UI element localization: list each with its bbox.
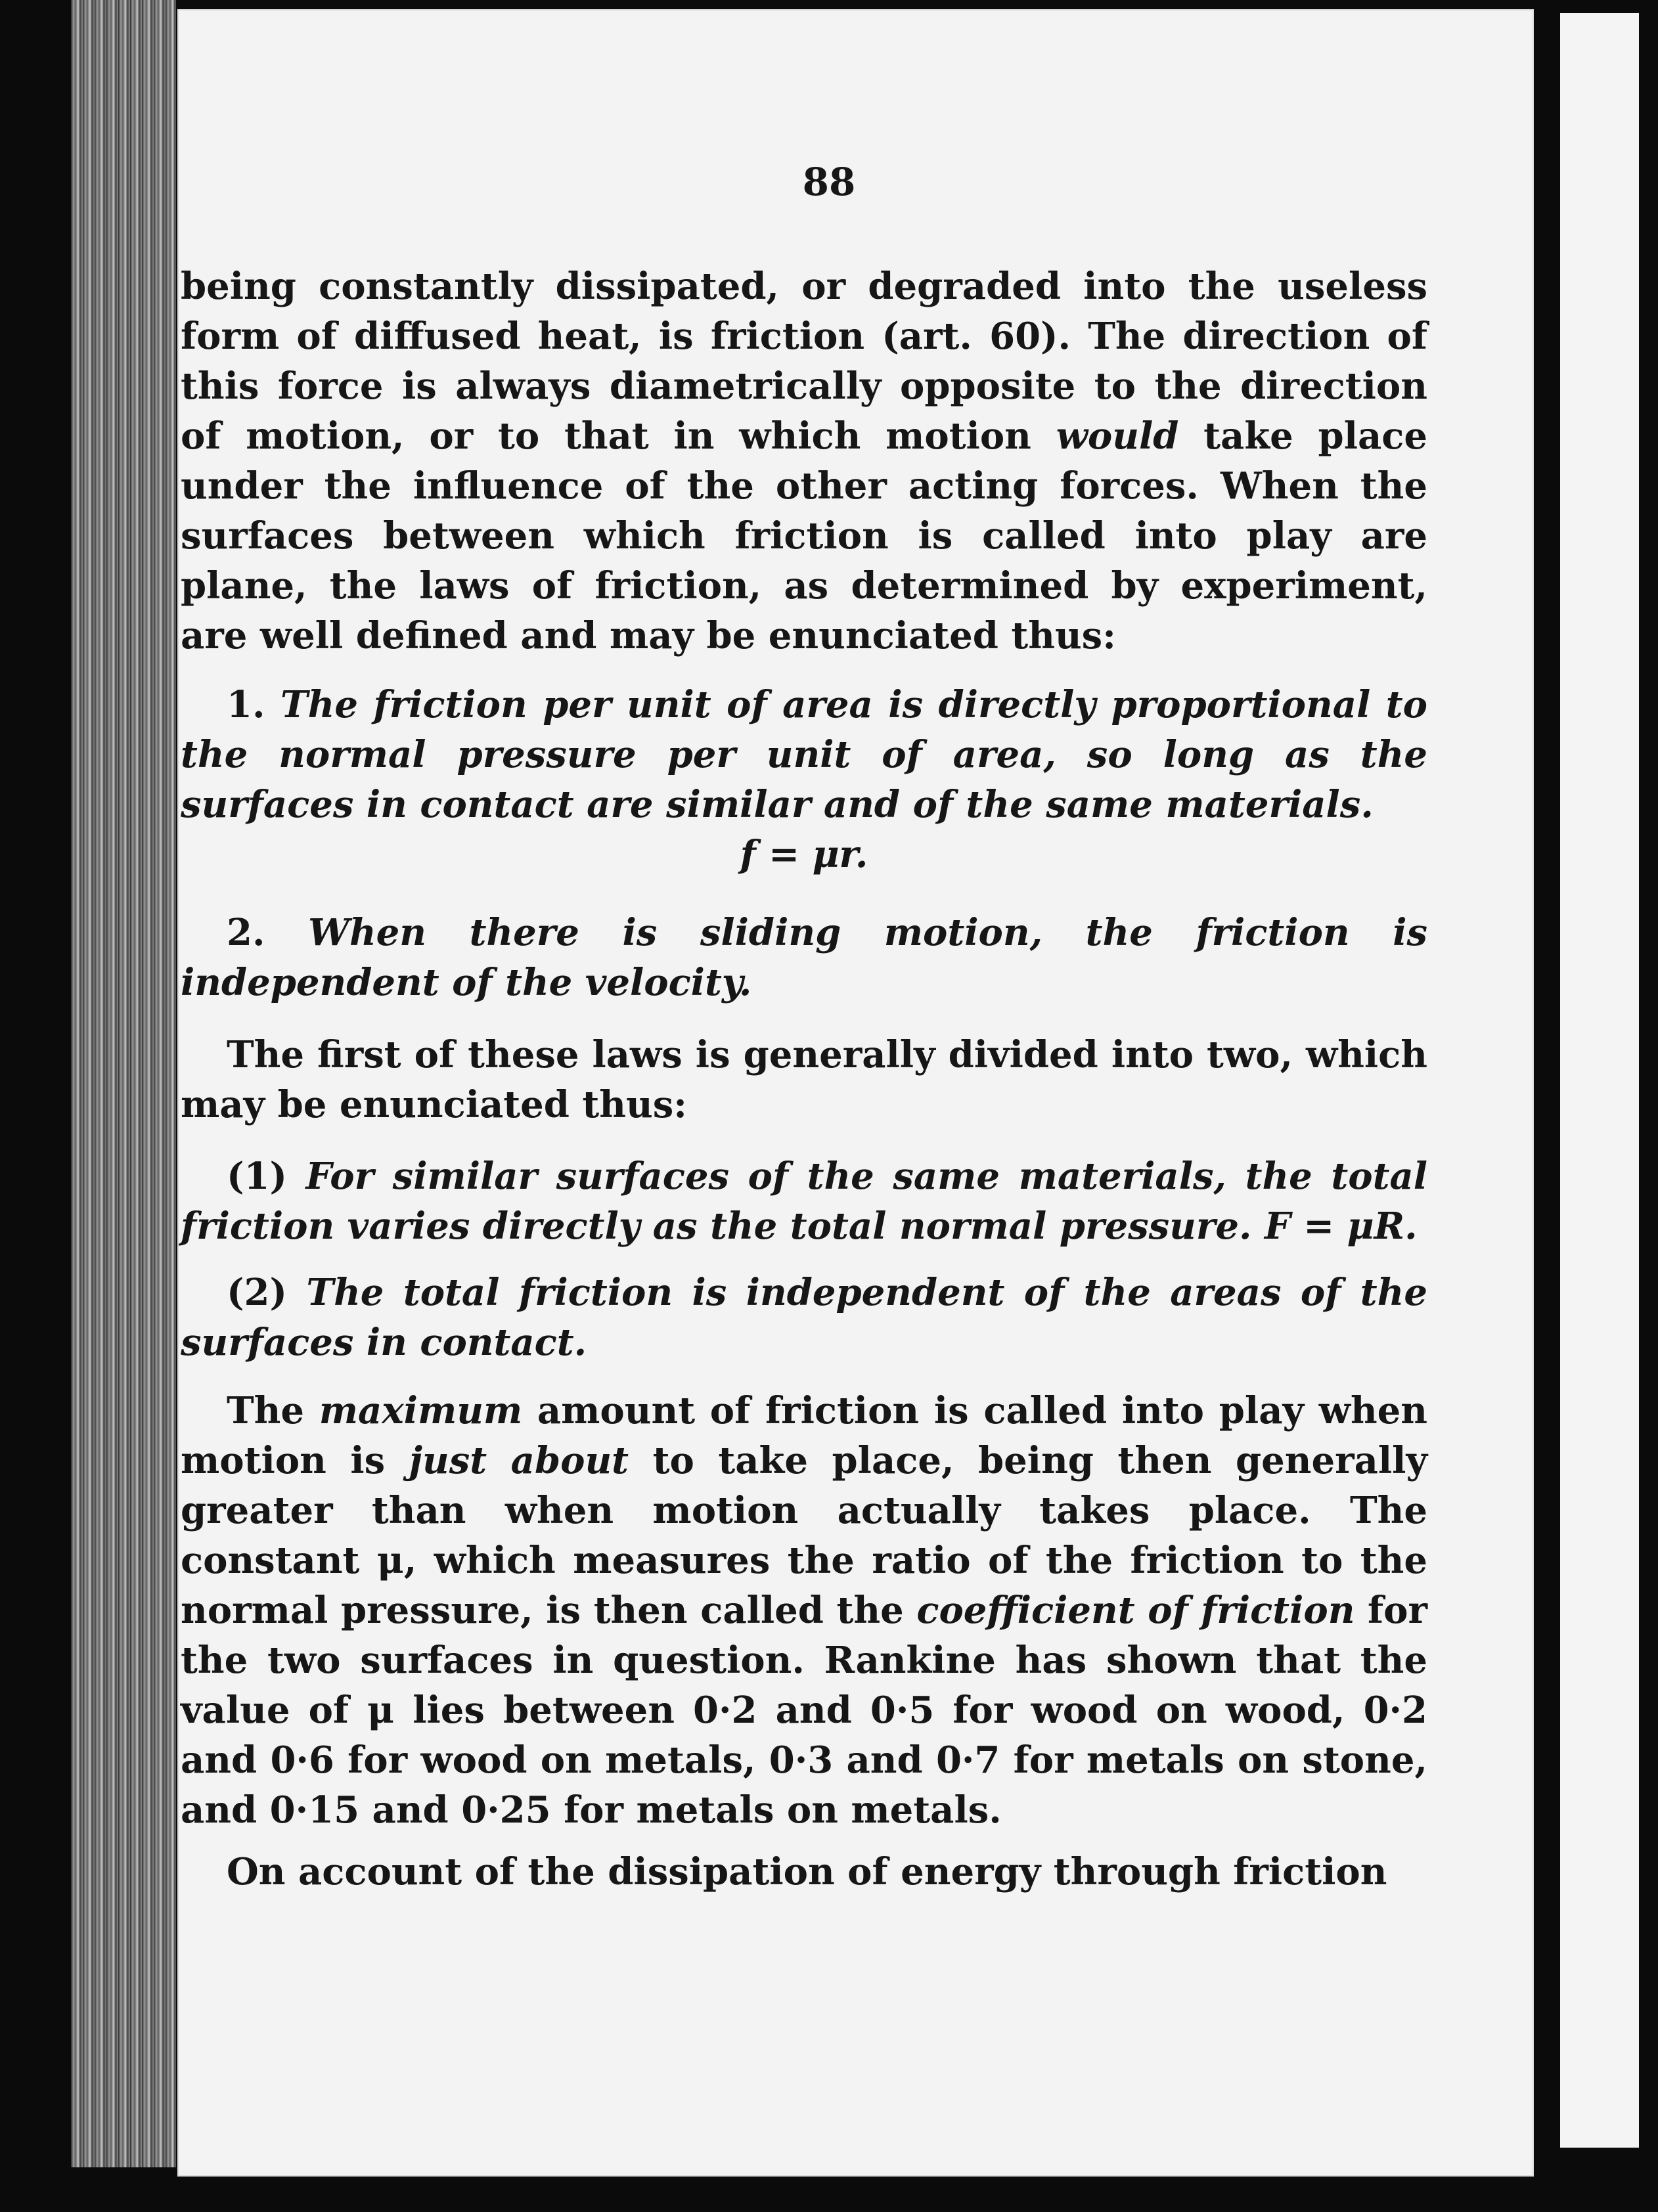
p3-emphasis-just-about: just about bbox=[409, 1439, 629, 1482]
paragraph-friction-intro bbox=[181, 261, 1427, 661]
p3-text-d: for the two surfaces in question. Rankine has shown that the value of μ lies between 0·2 and 0·5 for wood on wood, 0·2 and 0·6 for wood on metals, 0·3 and 0·7 for metals on stone, and 0·15 and 0·25 for metals on metals. bbox=[181, 1589, 1427, 1832]
page-edges bbox=[71, 0, 176, 2167]
law-2-text: When there is sliding motion, the friction is independent of the velocity. bbox=[181, 911, 1427, 1004]
law-1-formula: f = μr. bbox=[740, 833, 868, 876]
p4-text: On account of the dissipation of energy through friction bbox=[227, 1850, 1387, 1893]
law-2-number: 2. bbox=[227, 911, 265, 954]
law-1-text: The friction per unit of area is directly proportional to the normal pressure per unit of area, so long as the surfaces in contact are similar and of the same materials. bbox=[181, 683, 1428, 826]
facing-page-edge bbox=[1560, 13, 1639, 2148]
p3-text-c: to take place, being then generally greater than when motion actually takes place. The constant μ, which measures the ratio of the friction to the normal pressure, is then called the bbox=[181, 1439, 1427, 1632]
p3-emphasis-maximum: maximum bbox=[319, 1389, 523, 1432]
law-2 bbox=[181, 908, 1427, 1007]
page-number: 88 bbox=[802, 160, 856, 204]
sub-law-1-formula: F = μR. bbox=[1264, 1205, 1418, 1248]
paragraph-dissipation bbox=[181, 1847, 1427, 1897]
law-1-number: 1. bbox=[227, 683, 265, 726]
p3-text-b: amount of friction is called into play when motion is bbox=[181, 1389, 1428, 1482]
law-1 bbox=[181, 680, 1427, 879]
sub-law-2-number: (2) bbox=[227, 1271, 287, 1314]
p2-text: The first of these laws is generally divided into two, which may be enunciated thus: bbox=[181, 1033, 1427, 1126]
sub-law-1-text: For similar surfaces of the same materials, the total friction varies directly as the total normal pressure. bbox=[181, 1155, 1427, 1248]
sub-law-2 bbox=[181, 1268, 1427, 1367]
p1-text-end: take place under the influence of the other acting forces. When the surfaces between which friction is called into play are plane, the laws of friction, as determined by experiment, are well defined and may be enunciated thus: bbox=[181, 414, 1427, 657]
paragraph-maximum-friction bbox=[181, 1386, 1427, 1835]
sub-law-2-text: The total friction is independent of the areas of the surfaces in contact. bbox=[181, 1271, 1427, 1364]
paragraph-first-law-divided bbox=[181, 1030, 1427, 1130]
p3-emphasis-coefficient: coefficient of friction bbox=[916, 1589, 1355, 1632]
p3-text-a: The bbox=[227, 1389, 319, 1432]
p1-text: being constantly dissipated, or degraded into the useless form of diffused heat, is friction (art. 60). The direction of this force is always diametrically opposite to the direction of motion, or to that in which motion bbox=[181, 265, 1427, 458]
sub-law-1 bbox=[181, 1151, 1427, 1251]
p1-emphasis: would bbox=[1056, 414, 1179, 458]
sub-law-1-number: (1) bbox=[227, 1155, 287, 1198]
